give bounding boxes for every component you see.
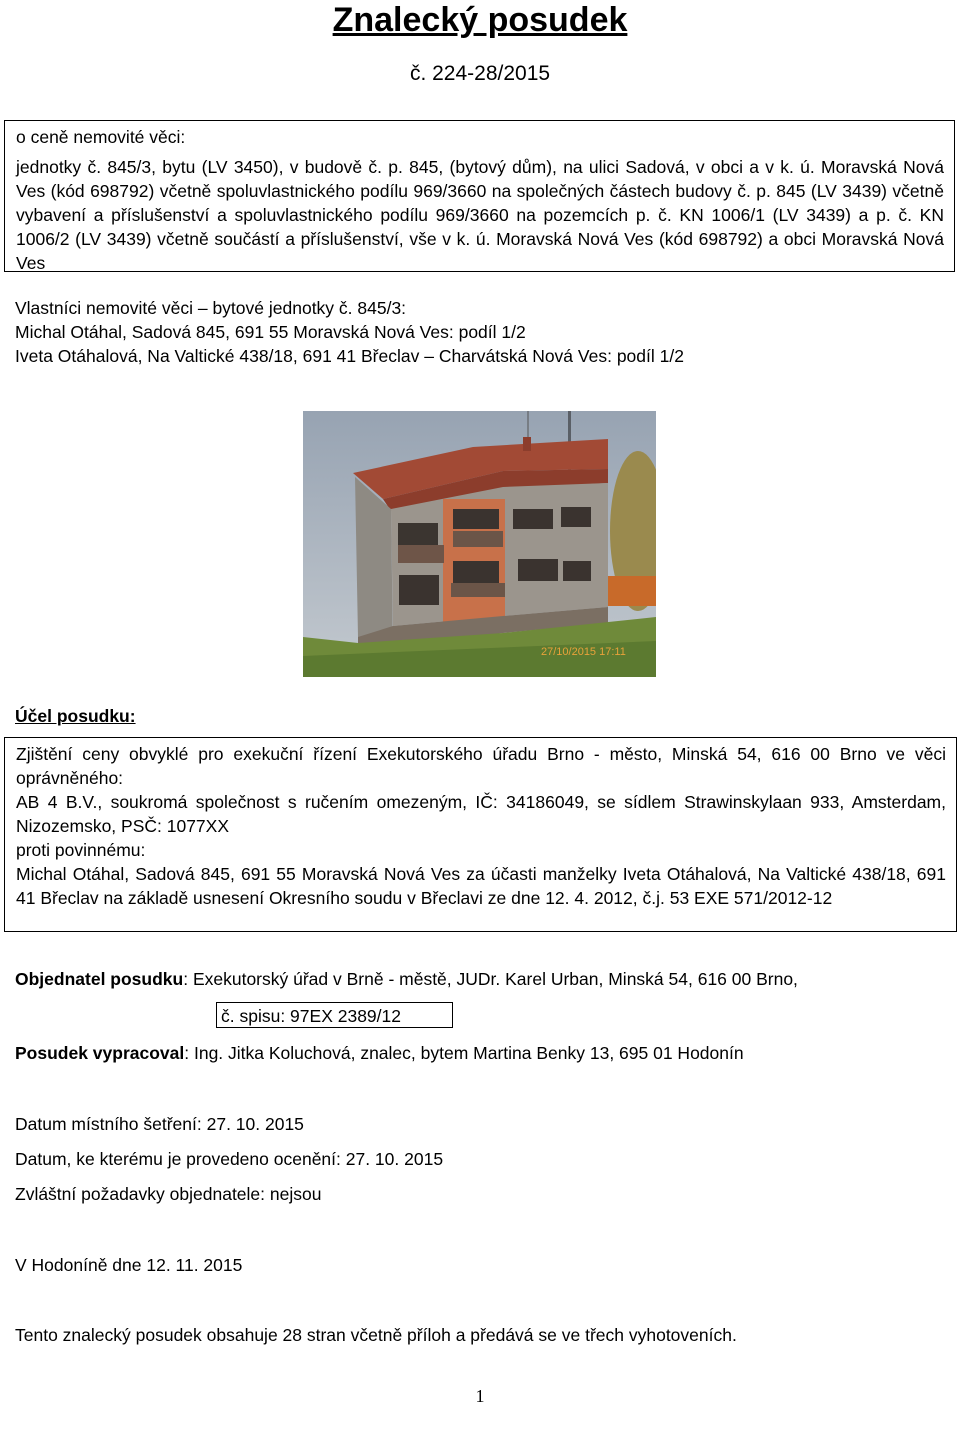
owners-heading: Vlastníci nemovité věci – bytové jednotky č. 845/3: <box>15 298 407 318</box>
client-line <box>15 967 798 991</box>
purpose-text-4: Michal Otáhal, Sadová 845, 691 55 Moravská Nová Ves za účasti manželky Iveta Otáhalová, Na Valtické 438/18, 691 41 Břeclav na základě usnesení Okresního soudu v Břeclavi ze dne 12. 4. 2012, č.j. 53 EXE 571/2012-12 <box>16 864 946 908</box>
client-label: Objednatel posudku <box>15 969 184 989</box>
purpose-heading: Účel posudku: <box>15 706 136 726</box>
subject-text: jednotky č. 845/3, bytu (LV 3450), v budově č. p. 845, (bytový dům), na ulici Sadová, v obci a v k. ú. Moravská Nová Ves (kód 698792) včetně spoluvlastnického podílu 969/3660 na společných částech budovy č. p. 845 (LV 3439) včetně vybavení a příslušenství a spoluvlastnického podílu 969/3660 na pozemcích p. č. KN 1006/1 (LV 3439) a p. č. KN 1006/2 (LV 3439) včetně součástí a příslušenství, vše v k. ú. Moravská Nová Ves (kód 698792) a obci Moravská Nová Ves <box>16 157 944 273</box>
special-requirements: Zvláštní požadavky objednatele: nejsou <box>15 1184 322 1204</box>
author-value: : Ing. Jitka Koluchová, znalec, bytem Martina Benky 13, 695 01 Hodonín <box>184 1043 744 1063</box>
photo-timestamp: 27/10/2015 17:11 <box>541 646 626 658</box>
building-photo <box>303 411 656 677</box>
purpose-text-2: AB 4 B.V., soukromá společnost s ručením omezeným, IČ: 34186049, se sídlem Strawinskylaan 933, Amsterdam, Nizozemsko, PSČ: 1077XX <box>16 792 946 836</box>
building-illustration <box>303 411 656 677</box>
purpose-text-1: Zjištění ceny obvyklé pro exekuční řízení Exekutorského úřadu Brno - město, Minská 54, 616 00 Brno ve věci oprávněného: <box>16 744 946 788</box>
author-line <box>15 1041 744 1065</box>
author-label: Posudek vypracoval <box>15 1043 185 1063</box>
valuation-date: Datum, ke kterému je provedeno ocenění: 27. 10. 2015 <box>15 1149 444 1169</box>
document-number: č. 224-28/2015 <box>409 62 551 85</box>
survey-date: Datum místního šetření: 27. 10. 2015 <box>15 1114 304 1134</box>
owner-item: Michal Otáhal, Sadová 845, 691 55 Moravská Nová Ves: podíl 1/2 <box>15 322 526 342</box>
subject-intro: o ceně nemovité věci: <box>16 127 186 147</box>
subject-box <box>4 120 955 272</box>
client-value: : Exekutorský úřad v Brně - městě, JUDr. Karel Urban, Minská 54, 616 00 Brno, <box>183 969 798 989</box>
owner-item: Iveta Otáhalová, Na Valtické 438/18, 691 41 Břeclav – Charvátská Nová Ves: podíl 1/2 <box>15 346 684 366</box>
file-number-box: č. spisu: 97EX 2389/12 <box>216 1002 453 1028</box>
purpose-text-3: proti povinnému: <box>16 840 146 860</box>
place-and-date: V Hodoníně dne 12. 11. 2015 <box>15 1255 243 1275</box>
closing-statement: Tento znalecký posudek obsahuje 28 stran včetně příloh a předává se ve třech vyhotoveních. <box>15 1325 737 1345</box>
owners-section <box>15 296 945 368</box>
page-number: 1 <box>475 1386 485 1406</box>
document-title: Znalecký posudek <box>332 1 628 39</box>
purpose-box <box>4 737 957 932</box>
